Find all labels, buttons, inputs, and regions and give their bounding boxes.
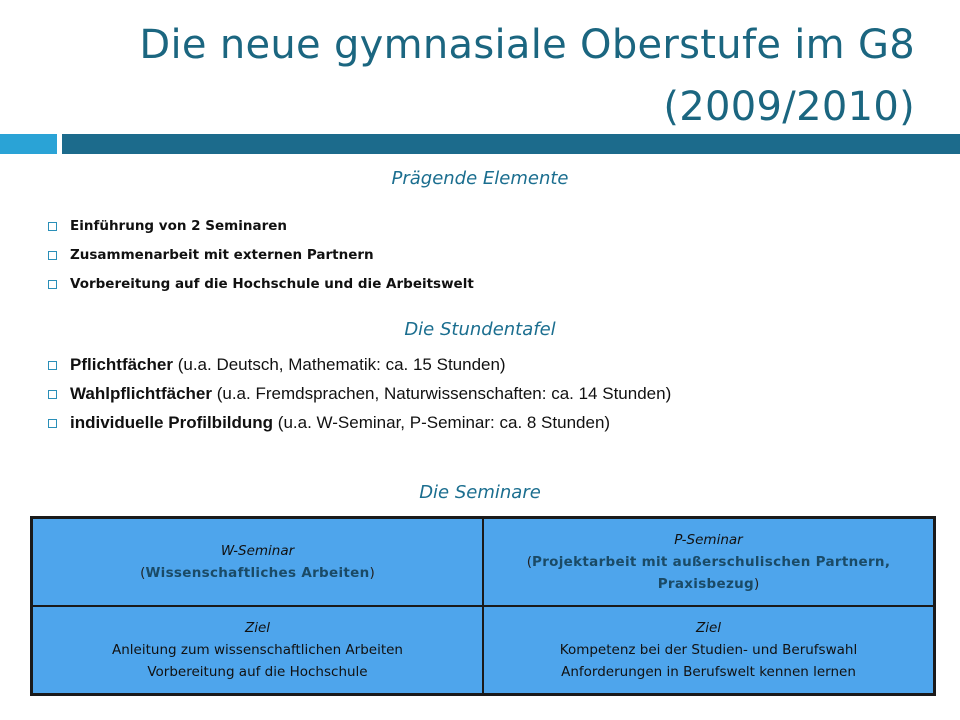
square-bullet-icon <box>48 280 57 289</box>
list-item: Zusammenarbeit mit externen Partnern <box>48 241 474 270</box>
w-seminar-cell: W-Seminar (Wissenschaftliches Arbeiten) <box>32 518 484 607</box>
table-row <box>32 606 935 695</box>
seminar-table <box>30 516 936 696</box>
page-title: Die neue gymnasiale Oberstufe im G8 (2009/2010) <box>139 22 915 130</box>
square-bullet-icon <box>48 251 57 260</box>
square-bullet-icon <box>48 390 57 399</box>
list-item: Einführung von 2 Seminaren <box>48 212 474 241</box>
section-heading-elements: Prägende Elemente <box>391 168 569 189</box>
table-row <box>32 518 935 607</box>
list-item: Vorbereitung auf die Hochschule und die Arbeitswelt <box>48 270 474 299</box>
w-goal-cell: Ziel Anleitung zum wissenschaftlichen Arbeiten Vorbereitung auf die Hochschule <box>32 606 484 695</box>
title-rule <box>62 134 960 154</box>
section-heading-seminars: Die Seminare <box>419 482 541 503</box>
title-rule-accent <box>0 134 57 154</box>
p-goal-cell: Ziel Kompetenz bei der Studien- und Berufswahl Anforderungen in Berufswelt kennen lernen <box>483 606 935 695</box>
square-bullet-icon <box>48 222 57 231</box>
list-item: Pflichtfächer (u.a. Deutsch, Mathematik: ca. 15 Stunden) <box>48 350 671 379</box>
elements-list <box>48 212 474 299</box>
square-bullet-icon <box>48 419 57 428</box>
list-item: individuelle Profilbildung (u.a. W-Seminar, P-Seminar: ca. 8 Stunden) <box>48 408 671 437</box>
square-bullet-icon <box>48 361 57 370</box>
section-heading-timetable: Die Stundentafel <box>404 319 556 340</box>
timetable-list <box>48 350 671 437</box>
list-item: Wahlpflichtfächer (u.a. Fremdsprachen, Naturwissenschaften: ca. 14 Stunden) <box>48 379 671 408</box>
p-seminar-cell: P-Seminar (Projektarbeit mit außerschulischen Partnern, Praxisbezug) <box>483 518 935 607</box>
